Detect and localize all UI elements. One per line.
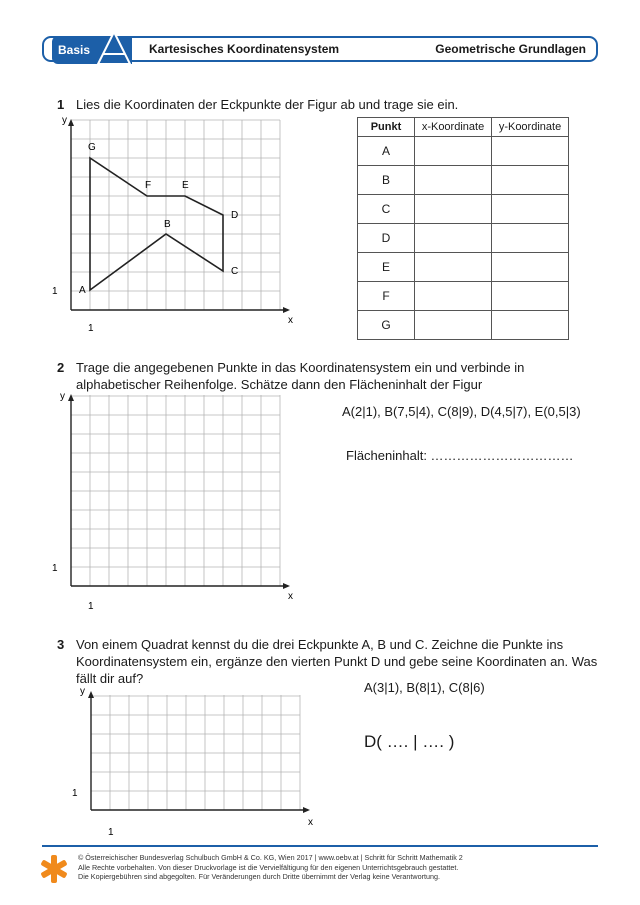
task1-y-tick: 1 (52, 286, 58, 297)
task2-y-tick: 1 (52, 563, 58, 574)
task1-figure (90, 158, 223, 290)
table-row (358, 195, 569, 224)
row-label: F (358, 282, 415, 311)
col-header-x: x-Koordinate (415, 118, 492, 137)
footer-copyright (78, 853, 463, 882)
task3-number: 3 (57, 637, 65, 652)
y-cell[interactable] (492, 166, 569, 195)
point-label-b: B (164, 219, 171, 230)
task2-x-tick: 1 (88, 601, 94, 612)
task2-y-label: y (60, 391, 65, 402)
footer-line-2: Alle Rechte vorbehalten. Von dieser Druckvorlage ist die Vervielfältigung für den eigenen Unterrichtsgebrauch gestattet. (78, 862, 459, 872)
row-label: C (358, 195, 415, 224)
point-label-c: C (231, 266, 239, 277)
row-label: E (358, 253, 415, 282)
y-cell[interactable] (492, 224, 569, 253)
task3-coordinate-system (70, 682, 330, 840)
table-row (358, 137, 569, 166)
task3-x-label: x (308, 817, 313, 828)
task3-y-tick: 1 (72, 788, 78, 799)
task1-y-label: y (62, 115, 67, 126)
table-row (358, 282, 569, 311)
row-label: A (358, 137, 415, 166)
basis-label: Basis (58, 43, 91, 57)
x-cell[interactable] (415, 166, 492, 195)
point-label-f: F (145, 180, 152, 191)
triangle-logo-icon (97, 30, 131, 66)
task2-coordinate-system (50, 388, 310, 612)
x-cell[interactable] (415, 224, 492, 253)
table-row (358, 311, 569, 340)
table-header-row (358, 118, 569, 137)
task3-instruction-line2: Koordinatensystem ein, ergänze den vierten Punkt D und gebe seine Koordinaten an. Was (76, 654, 598, 669)
point-label-d: D (231, 210, 239, 221)
x-cell[interactable] (415, 311, 492, 340)
y-cell[interactable] (492, 282, 569, 311)
point-label-e: E (182, 180, 189, 191)
task2-instruction-line1: Trage die angegebenen Punkte in das Koordinatensystem ein und verbinde in (76, 360, 525, 375)
task1-number: 1 (57, 97, 65, 112)
task3-points: A(3|1), B(8|1), C(8|6) (364, 680, 485, 695)
table-row (358, 224, 569, 253)
row-label: G (358, 311, 415, 340)
table-row (358, 166, 569, 195)
footer-line-3: Die Kopiergebühren sind abgegolten. Für Veränderungen durch Dritte übernimmt der Verlag keine Verantwortung. (78, 872, 440, 881)
footer-divider (42, 845, 598, 847)
footer-line-1: © Österreichischer Bundesverlag Schulbuch GmbH & Co. KG, Wien 2017 | www.oebv.at | Schritt für Schritt Mathematik 2 (78, 853, 463, 862)
y-cell[interactable] (492, 311, 569, 340)
task1-x-tick: 1 (88, 323, 94, 334)
task2-x-label: x (288, 591, 293, 602)
col-header-y: y-Koordinate (492, 118, 569, 137)
task3-instruction-line3: fällt dir auf? (76, 671, 144, 686)
task3-y-label: y (80, 686, 85, 697)
col-header-punkt: Punkt (358, 118, 415, 137)
point-label-g: G (88, 142, 96, 153)
y-cell[interactable] (492, 195, 569, 224)
task2-instruction-line2: alphabetischer Reihenfolge. Schätze dann den Flächeninhalt der Figur (76, 377, 483, 392)
row-label: D (358, 224, 415, 253)
table-row (358, 253, 569, 282)
page-category: Geometrische Grundlagen (435, 42, 586, 56)
task2-points: A(2|1), B(7,5|4), C(8|9), D(4,5|7), E(0,5|3) (342, 404, 581, 419)
x-cell[interactable] (415, 282, 492, 311)
x-cell[interactable] (415, 195, 492, 224)
x-cell[interactable] (415, 253, 492, 282)
row-label: B (358, 166, 415, 195)
y-cell[interactable] (492, 137, 569, 166)
task1-x-label: x (288, 315, 293, 326)
task3-d-answer[interactable]: D( …. | …. ) (364, 732, 455, 751)
page-title: Kartesisches Koordinatensystem (149, 42, 340, 56)
publisher-star-logo-icon (38, 854, 70, 884)
task2-number: 2 (57, 360, 65, 375)
point-label-a: A (79, 285, 86, 296)
task1-coordinate-system (50, 110, 310, 340)
x-cell[interactable] (415, 137, 492, 166)
task3-x-tick: 1 (108, 827, 114, 838)
task2-area-answer[interactable]: Flächeninhalt: …………………………… (346, 448, 574, 463)
basis-badge (52, 30, 132, 66)
task3-instruction-line1: Von einem Quadrat kennst du die drei Eckpunkte A, B und C. Zeichne die Punkte ins (76, 637, 564, 652)
y-cell[interactable] (492, 253, 569, 282)
task1-instruction: Lies die Koordinaten der Eckpunkte der Figur ab und trage sie ein. (76, 97, 459, 112)
coordinates-table (357, 117, 569, 340)
